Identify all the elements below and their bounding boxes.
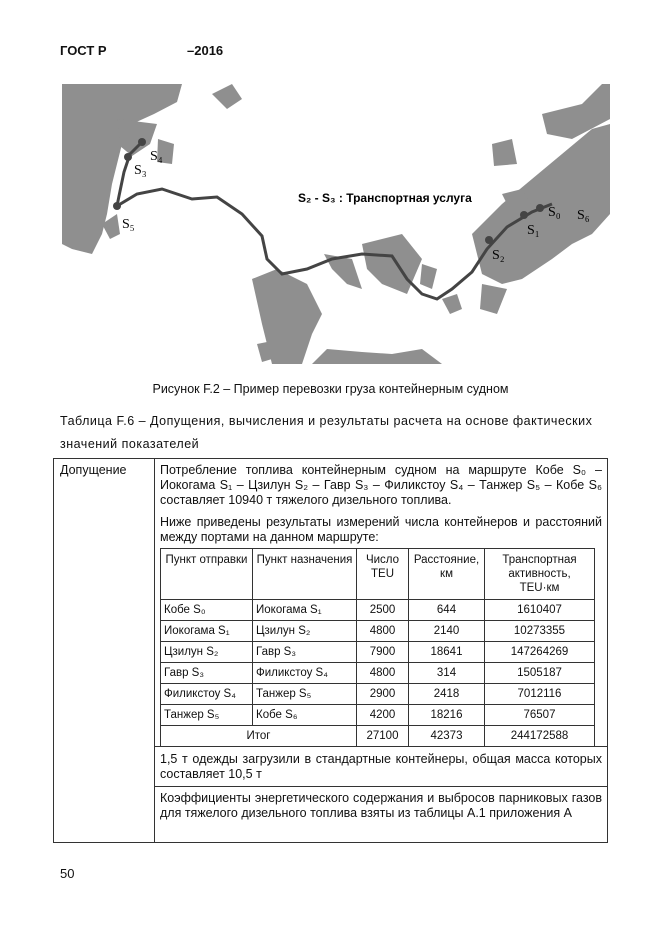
cell-distance: 18641 [409, 642, 485, 663]
table-row [161, 705, 595, 726]
header-activity: Транспортная активность, TEU·км [485, 549, 595, 600]
point-s3-marker [124, 153, 132, 161]
cell-distance: 2418 [409, 684, 485, 705]
table-row [161, 621, 595, 642]
header-departure: Пункт отправки [161, 549, 253, 600]
label-s2: S₂ [492, 248, 505, 263]
header-teu: Число TEU [357, 549, 409, 600]
table-row [161, 642, 595, 663]
cell-distance: 18216 [409, 705, 485, 726]
cell-total-label: Итог [161, 726, 357, 747]
cell-distance: 2140 [409, 621, 485, 642]
cell-total-distance: 42373 [409, 726, 485, 747]
label-s4: S₄ [150, 149, 163, 164]
cell-destination: Танжер S₅ [253, 684, 357, 705]
cell-departure: Кобе S₀ [161, 600, 253, 621]
cell-destination: Гавр S₃ [253, 642, 357, 663]
label-s3: S₃ [134, 163, 147, 178]
point-s4-marker [138, 138, 146, 146]
cell-destination: Кобе S₆ [253, 705, 357, 726]
table-total-row [161, 726, 595, 747]
cell-teu: 4800 [357, 621, 409, 642]
cell-total-teu: 27100 [357, 726, 409, 747]
label-s0: S₀ [548, 205, 561, 220]
measurements-table [160, 548, 595, 747]
route-label: S₂ - S₃ : Транспортная услуга [298, 191, 472, 205]
cell-total-activity: 244172588 [485, 726, 595, 747]
table-header-row [161, 549, 595, 600]
row-label-assumption: Допущение [60, 463, 127, 477]
label-s6: S₆ [577, 208, 590, 223]
row-divider-2 [154, 786, 608, 787]
cell-teu: 7900 [357, 642, 409, 663]
cell-distance: 644 [409, 600, 485, 621]
cell-destination: Иокогама S₁ [253, 600, 357, 621]
cell-teu: 2500 [357, 600, 409, 621]
cell-activity: 76507 [485, 705, 595, 726]
figure-caption: Рисунок F.2 – Пример перевозки груза контейнерным судном [152, 382, 509, 396]
header-distance: Расстояние, км [409, 549, 485, 600]
cell-departure: Танжер S₅ [161, 705, 253, 726]
header-destination: Пункт назначения [253, 549, 357, 600]
cell-departure: Иокогама S₁ [161, 621, 253, 642]
route-map [62, 84, 610, 364]
cell-activity: 1505187 [485, 663, 595, 684]
cell-departure: Филикстоу S₄ [161, 684, 253, 705]
point-s0-marker [536, 204, 544, 212]
cell-destination: Цзилун S₂ [253, 621, 357, 642]
assumption-text: Потребление топлива контейнерным судном на маршруте Кобе S₀ – Иокогама S₁ – Цзилун S₂ – Гавр S₃ – Филикстоу S₄ – Танжер S₅ – Кобе S₆ составляет 10940 т тяжелого дизельного топлива. [160, 463, 602, 507]
table-title: Таблица F.6 – Допущения, вычисления и результаты расчета на основе фактических значений показателей [60, 414, 593, 451]
table-row [161, 600, 595, 621]
point-s2-marker [485, 236, 493, 244]
page-number: 50 [60, 866, 75, 881]
cell-teu: 4200 [357, 705, 409, 726]
table-row [161, 684, 595, 705]
label-s1: S₁ [527, 223, 540, 238]
cell-activity: 7012116 [485, 684, 595, 705]
cell-teu: 2900 [357, 684, 409, 705]
cell-distance: 314 [409, 663, 485, 684]
standard-code: ГОСТ Р [60, 43, 107, 58]
point-s1-marker [520, 211, 528, 219]
cell-activity: 147264269 [485, 642, 595, 663]
cell-activity: 10273355 [485, 621, 595, 642]
table-row [161, 663, 595, 684]
cell-departure: Гавр S₃ [161, 663, 253, 684]
cell-destination: Филикстоу S₄ [253, 663, 357, 684]
world-map-illustration [62, 84, 610, 364]
point-s5-marker [113, 202, 121, 210]
cell-activity: 1610407 [485, 600, 595, 621]
label-s5: S₅ [122, 217, 135, 232]
cell-departure: Цзилун S₂ [161, 642, 253, 663]
note-clothing-mass: 1,5 т одежды загрузили в стандартные контейнеры, общая масса которых составляет 10,5 т [160, 752, 602, 781]
cell-teu: 4800 [357, 663, 409, 684]
measurements-intro: Ниже приведены результаты измерений числа контейнеров и расстояний между портами на данном маршруте: [160, 515, 602, 544]
note-emission-factors: Коэффициенты энергетического содержания и выбросов парниковых газов для тяжелого дизельного топлива взяты из таблицы A.1 приложения A [160, 791, 602, 820]
standard-year: –2016 [187, 43, 224, 58]
